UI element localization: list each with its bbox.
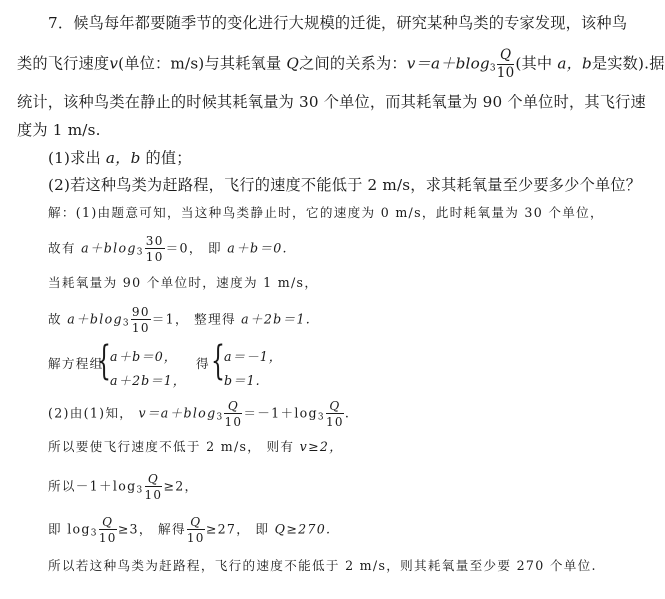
problem-text: (2)若这种鸟类为赶路程，飞行的速度不能低于 2 m/s，求其耗氧量至少要多少个单位？: [48, 176, 642, 194]
solution-text: .: [344, 405, 351, 421]
solution-line-4: [48, 306, 311, 334]
solution-text: 即 log: [48, 521, 91, 537]
fraction: [326, 400, 344, 428]
log-base: 3: [136, 247, 144, 258]
solution-line-7: [48, 441, 343, 454]
solution-text: ＝－1＋log: [243, 405, 318, 421]
log-base: 3: [216, 412, 224, 423]
fraction-numerator: Q: [497, 49, 515, 65]
fraction: [99, 516, 117, 544]
fraction: [145, 235, 165, 263]
problem-text: 之间的关系为：: [299, 54, 407, 73]
solution-text: ＝1， 整理得: [151, 311, 236, 327]
problem-text: 统计，该种鸟类在静止的时候其耗氧量为 30 个单位，而其耗氧量为 90 个单位时，其飞行速: [17, 93, 646, 111]
solution-text: (2)由(1)知，: [48, 405, 134, 421]
solution-text: ≥2，: [163, 478, 199, 494]
formula-text: v＝a＋blog: [138, 405, 217, 421]
fraction: [497, 49, 515, 80]
formula-text: a＋2b＝1.: [241, 311, 312, 327]
formula-text: a＋blog: [81, 240, 137, 256]
fraction-numerator: 30: [145, 234, 164, 248]
fraction-denominator: 10: [224, 415, 243, 429]
result-label: [196, 358, 210, 371]
fraction-numerator: Q: [99, 516, 117, 530]
solution-text: 解：(1)由题意可知，当这种鸟类静止时，它的速度为 0 m/s，此时耗氧量为 30 个单位，: [48, 205, 604, 220]
formula-text: a＋b＝0.: [227, 240, 288, 256]
solution-line-9: [48, 516, 331, 544]
sub-question-1: [48, 151, 192, 166]
problem-text: (单位：m/s)与其耗氧量: [118, 54, 282, 73]
sub-question-2: [48, 178, 641, 193]
problem-text: (其中: [515, 54, 553, 73]
log-base: 3: [489, 63, 496, 74]
fraction-denominator: 10: [131, 321, 150, 335]
fraction: [145, 473, 163, 501]
fraction-numerator: Q: [145, 473, 163, 487]
problem-line-4: [17, 123, 101, 138]
solution-line-3: [48, 277, 318, 290]
solution-text: 故有: [48, 240, 76, 256]
left-brace: {: [97, 338, 111, 384]
system-2-row-1: a＝－1，: [224, 349, 283, 364]
log-base: 3: [136, 485, 144, 496]
fraction-denominator: 10: [496, 64, 515, 81]
problem-text: 度为 1 m/s.: [17, 121, 101, 139]
log-base: 3: [122, 318, 130, 329]
solution-text: ≥3， 解得: [117, 521, 186, 537]
solution-line-2: [48, 235, 288, 263]
fraction-numerator: Q: [187, 516, 205, 530]
formula-text: v≥2，: [299, 439, 344, 454]
solution-text: 解方程组: [48, 356, 104, 371]
solution-line-6: [48, 400, 350, 428]
problem-line-2: [17, 49, 665, 80]
fraction: [224, 400, 242, 428]
solution-text: 所以若这种鸟类为赶路程，飞行的速度不能低于 2 m/s，则其耗氧量至少要 270 个单位.: [48, 558, 597, 573]
solution-text: 得: [196, 356, 210, 371]
fraction-denominator: 10: [98, 531, 117, 545]
fraction: [131, 306, 151, 334]
formula-text: Q≥270.: [274, 521, 332, 537]
formula-text: v＝a＋blog: [406, 54, 490, 73]
solve-system-label: [48, 358, 104, 371]
fraction-numerator: Q: [326, 400, 344, 414]
solution-line-8: [48, 473, 198, 501]
fraction-denominator: 10: [325, 415, 344, 429]
formula-text: a＋blog: [67, 311, 123, 327]
solution-text: 当耗氧量为 90 个单位时，速度为 1 m/s，: [48, 275, 319, 290]
solution-line-10: [48, 560, 597, 573]
log-base: 3: [90, 528, 98, 539]
problem-text: 是实数).据: [591, 54, 665, 73]
fraction-denominator: 10: [144, 488, 163, 502]
solution-text: 所以－1＋log: [48, 478, 137, 494]
problem-line-1: [48, 16, 627, 31]
system-1-row-1: a＋b＝0，: [110, 349, 178, 364]
var-v: v: [109, 54, 119, 73]
solution-text: ≥27， 即: [205, 521, 270, 537]
system-2-row-2: b＝1.: [224, 373, 261, 388]
fraction-numerator: Q: [224, 400, 242, 414]
fraction-denominator: 10: [145, 250, 164, 264]
problem-text: 7．候鸟每年都要随季节的变化进行大规模的迁徙，研究某种鸟类的专家发现，该种鸟: [48, 14, 628, 32]
solution-text: 故: [48, 311, 62, 327]
var-Q: Q: [286, 54, 300, 73]
log-base: 3: [317, 412, 325, 423]
left-brace: {: [211, 338, 225, 384]
fraction-numerator: 90: [131, 305, 150, 319]
system-1-row-2: a＋2b＝1，: [110, 373, 187, 388]
problem-text: (1)求出: [48, 149, 101, 167]
problem-line-3: [17, 95, 646, 110]
solution-line-1: [48, 207, 604, 220]
problem-text: 类的飞行速度: [17, 54, 110, 73]
var-ab: a，b: [557, 54, 592, 73]
problem-text: 的值；: [145, 149, 192, 167]
var-ab: a，b: [105, 149, 141, 167]
solution-text: ＝0， 即: [165, 240, 222, 256]
fraction: [187, 516, 205, 544]
fraction-denominator: 10: [186, 531, 205, 545]
solution-text: 所以要使飞行速度不低于 2 m/s， 则有: [48, 439, 295, 454]
